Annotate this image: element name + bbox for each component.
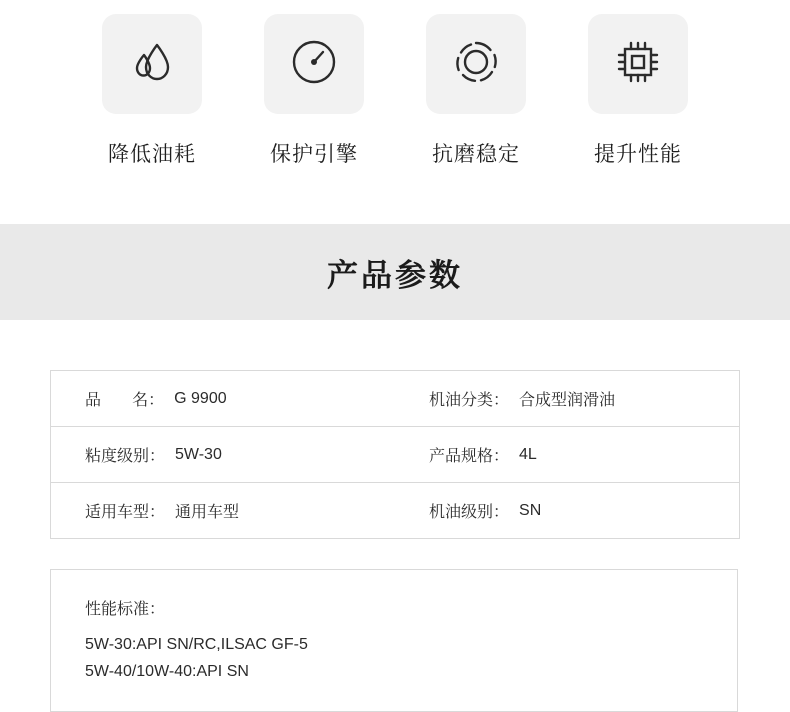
spec-value: 通用车型	[175, 504, 240, 521]
spec-value: 5W-30	[175, 445, 222, 463]
performance-standard-line: 5W-40/10W-40:API SN	[85, 663, 249, 680]
spec-value: 合成型润滑油	[519, 392, 616, 409]
feature-icon-box	[102, 14, 202, 114]
feature-highlights	[0, 0, 790, 168]
spec-cell	[395, 483, 740, 539]
performance-standard-title: 性能标准：	[85, 601, 166, 618]
spec-cell	[395, 427, 740, 483]
feature-label: 抗磨稳定	[432, 143, 520, 166]
performance-standard-box	[50, 569, 738, 712]
table-row	[51, 427, 740, 483]
spec-cell	[51, 483, 396, 539]
spec-table	[50, 370, 740, 539]
feature-item	[263, 14, 365, 168]
page-title: 产品参数	[327, 257, 463, 293]
spec-table-wrap	[50, 370, 740, 539]
feature-label: 降低油耗	[108, 143, 196, 166]
spec-key: 产品规格：	[429, 448, 510, 465]
feature-item	[101, 14, 203, 168]
spec-value: G 9900	[174, 389, 227, 407]
product-parameters-band	[0, 224, 790, 320]
spec-value: SN	[519, 501, 542, 519]
spec-key: 粘度级别：	[85, 448, 166, 465]
feature-item	[587, 14, 689, 168]
performance-standard-line: 5W-30:API SN/RC,ILSAC GF-5	[85, 636, 308, 653]
feature-icon-box	[426, 14, 526, 114]
piston-ring-icon	[449, 35, 503, 94]
feature-label: 保护引擎	[270, 143, 358, 166]
spec-value: 4L	[519, 445, 537, 463]
chip-icon	[611, 35, 665, 94]
feature-label: 提升性能	[594, 143, 682, 166]
feature-icon-box	[264, 14, 364, 114]
spec-cell	[51, 371, 396, 427]
gauge-icon	[287, 35, 341, 94]
feature-icon-box	[588, 14, 688, 114]
spec-key: 机油级别：	[429, 504, 510, 521]
feature-item	[425, 14, 527, 168]
spec-key: 机油分类：	[429, 392, 510, 409]
spec-cell	[395, 371, 740, 427]
table-row	[51, 483, 740, 539]
table-row	[51, 371, 740, 427]
spec-key: 适用车型：	[85, 504, 166, 521]
spec-cell	[51, 427, 396, 483]
oil-drop-icon	[125, 35, 179, 94]
spec-key: 品 名：	[85, 392, 165, 409]
